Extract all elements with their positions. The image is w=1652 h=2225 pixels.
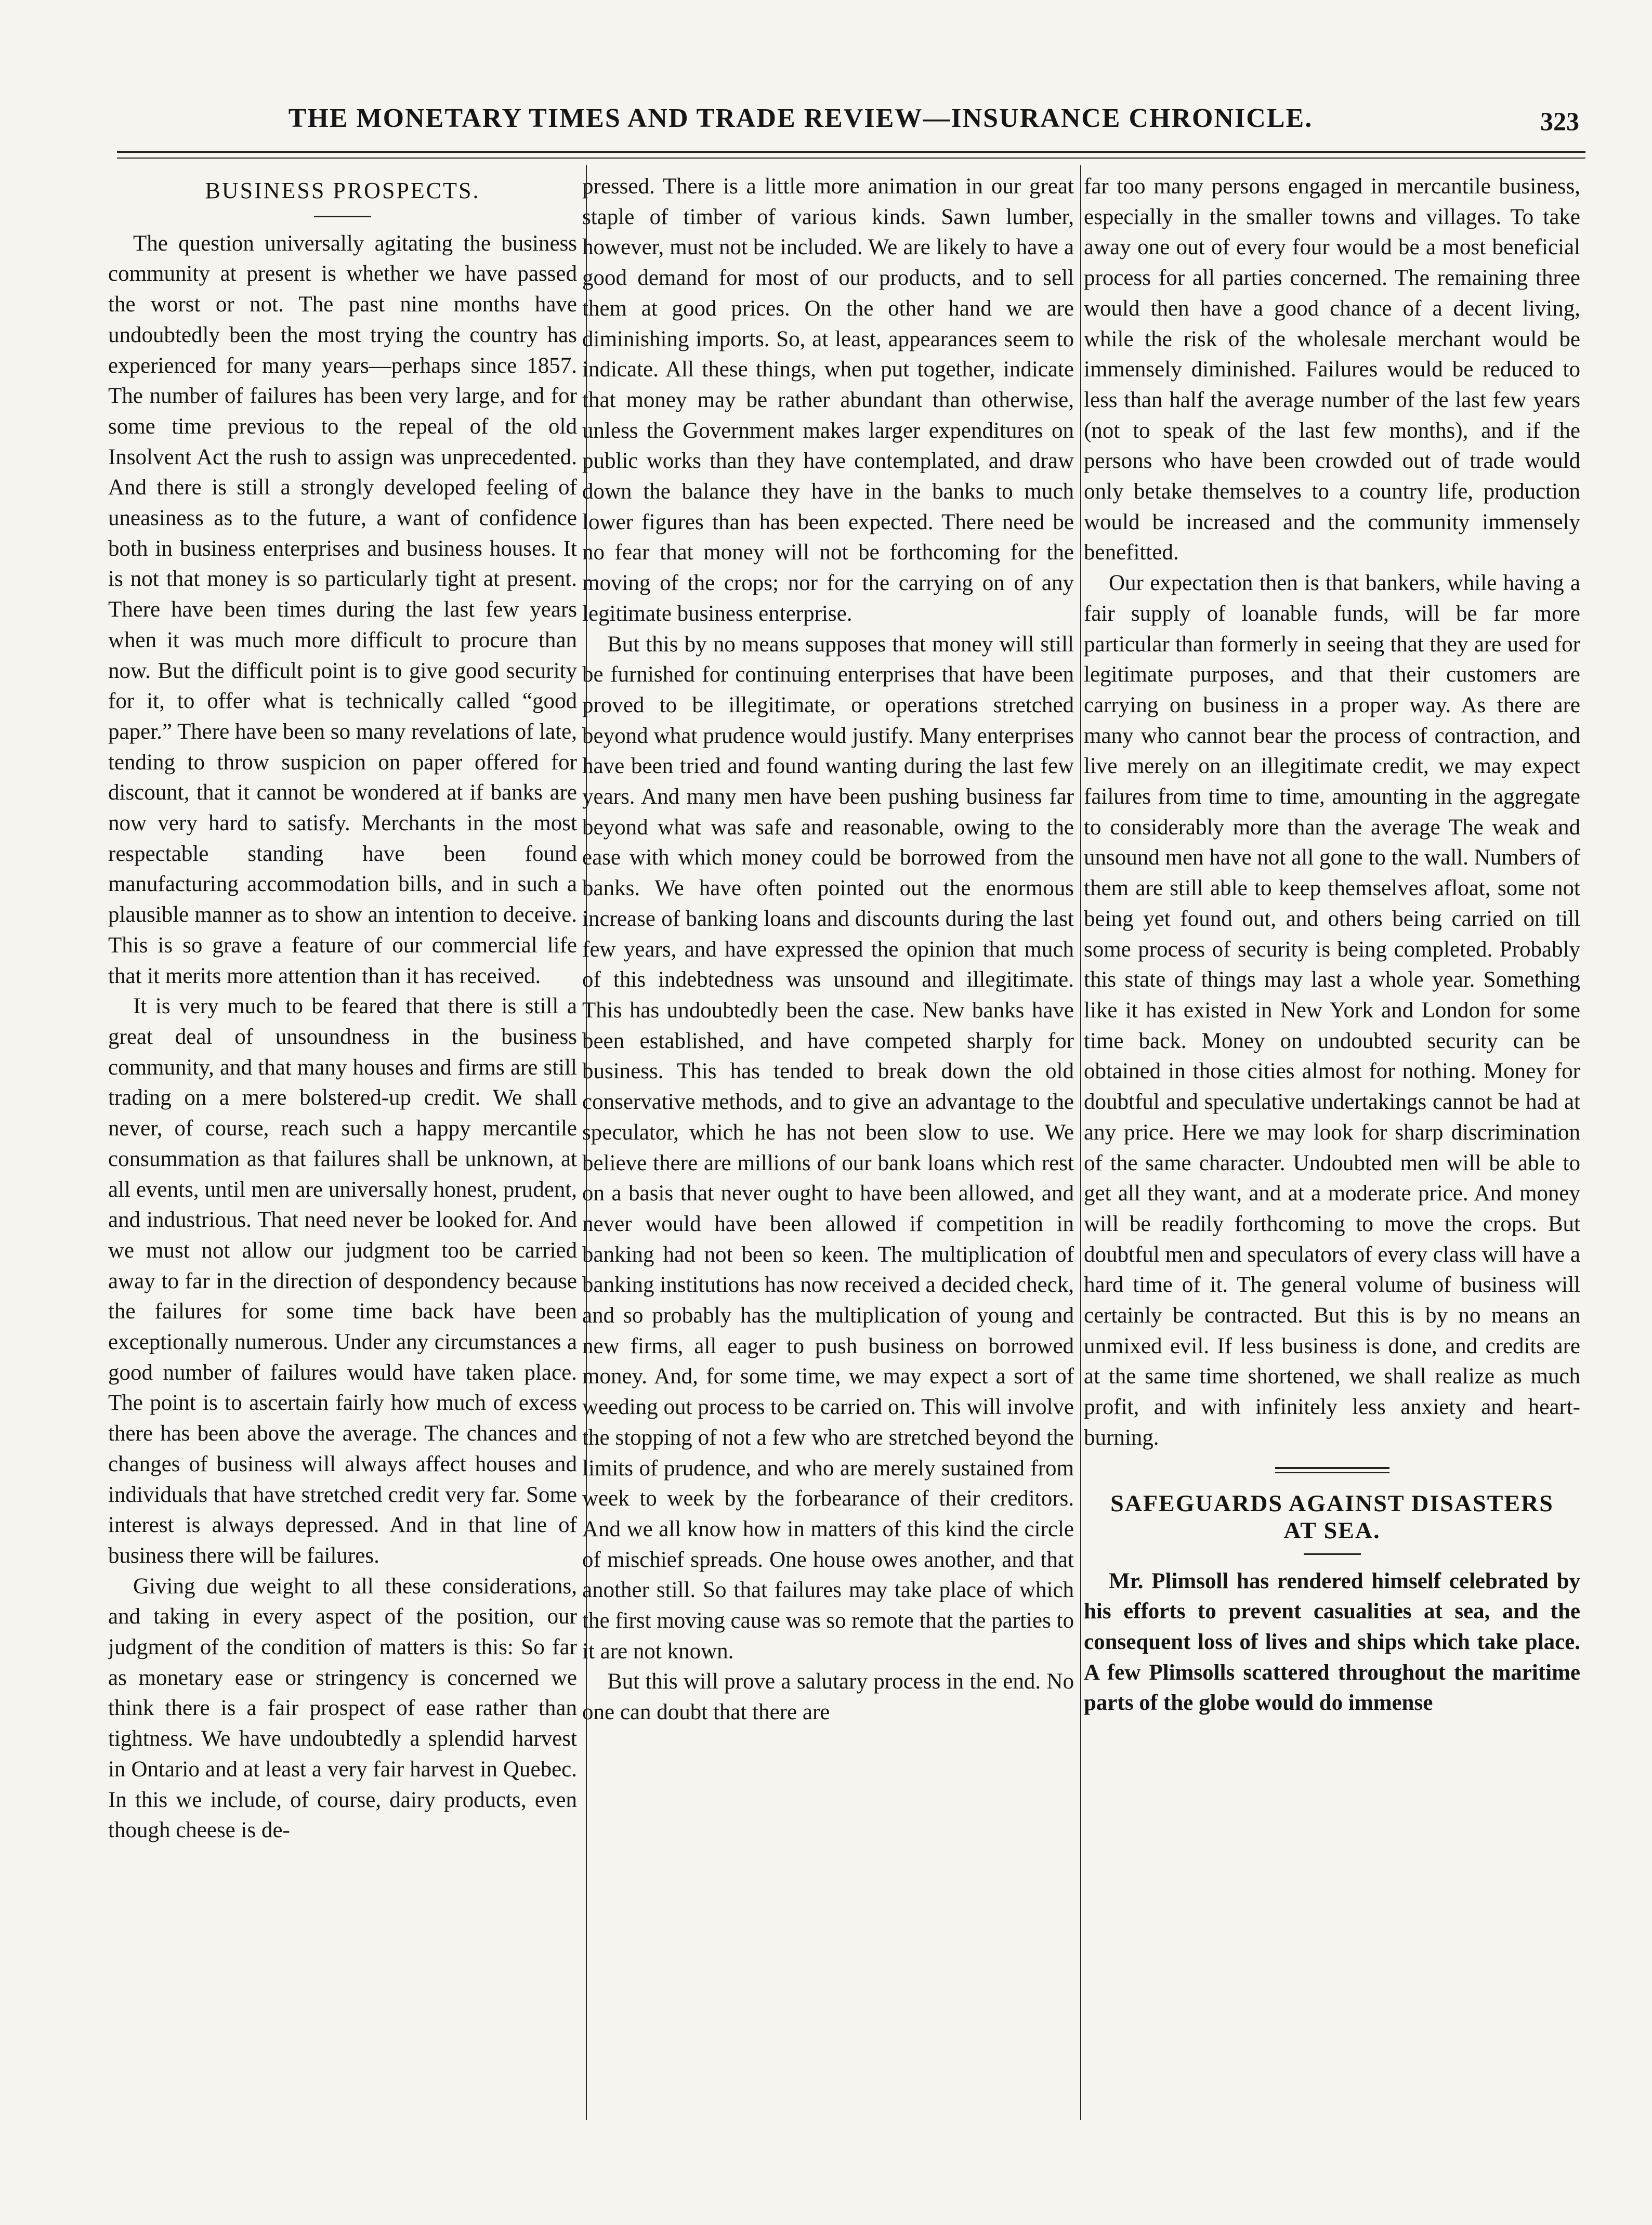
column-divider-2 bbox=[1080, 165, 1081, 2120]
article-title-business-prospects: BUSINESS PROSPECTS. bbox=[205, 178, 480, 203]
title-rule bbox=[1304, 1553, 1361, 1555]
paragraph: far too many persons engaged in mercantile business, especially in the smaller towns and villages. To take away one out of every four would be a most beneficial process for all parties concerned. The remaining three would then have a good chance of a decent living, while the risk of the wholesale merchant would be immensely diminished. Failures would be reduced to less than half the average number of the last few years (not to speak of the last few months), and if the persons who have been crowded out of trade would only betake themselves to a country life, production would be increased and the community immensely benefitted. bbox=[1084, 174, 1580, 565]
title-rule bbox=[314, 216, 371, 217]
article-title-line-1: SAFEGUARDS AGAINST DISASTERS bbox=[1110, 1489, 1554, 1516]
paragraph: Mr. Plimsoll has rendered himself celebrated by his efforts to prevent casualities at sea, and the consequent loss of lives and ships which take place. A few Plimsolls scattered throughout the maritime parts of the globe would do immense bbox=[1084, 1568, 1580, 1716]
section-break bbox=[1084, 1467, 1580, 1473]
article-title-safeguards bbox=[1084, 1490, 1580, 1544]
header-rule-thick bbox=[117, 151, 1585, 153]
article-title-line-2: AT SEA. bbox=[1283, 1516, 1381, 1543]
paragraph: pressed. There is a little more animation in our great staple of timber of various kinds. Sawn lumber, however, must not be included. We are likely to have a good demand for most of our products, and to sell them at good prices. On the other hand we are diminishing imports. So, at least, appearances seem to indicate. All these things, when put together, indicate that money may be rather abundant than otherwise, unless the Government makes larger expenditures on public works than they have contemplated, and draw down the balance they have in the banks to much lower figures than has been expected. There need be no fear that money will not be forthcoming for the moving of the crops; nor for the carrying on of any legitimate business enterprise. bbox=[582, 174, 1074, 626]
column-3 bbox=[1084, 172, 1580, 2126]
paragraph: It is very much to be feared that there is still a great deal of unsoundness in the business community, and that many houses and firms are still trading on a mere bolstered-up credit. We shall never, of course, reach such a happy mercantile consummation as that failures shall be unknown, at all events, until men are universally honest, prudent, and industrious. That need never be looked for. And we must not allow our judgment too be carried away to far in the direction of despondency because the failures for some time back have been exceptionally numerous. Under any circumstances a good number of failures would have taken place. The point is to ascertain fairly how much of excess there has been above the average. The chances and changes of business will always affect houses and individuals that have stretched credit very far. Some interest is always depressed. And in that line of business there will be failures. bbox=[108, 994, 577, 1568]
paragraph: But this will prove a salutary process in the end. No one can doubt that there are bbox=[582, 1669, 1074, 1725]
section-rule-thick bbox=[1275, 1467, 1389, 1469]
running-title: THE MONETARY TIMES AND TRADE REVIEW—INSURANCE CHRONICLE. bbox=[288, 103, 1313, 133]
paragraph: Giving due weight to all these considerations, and taking in every aspect of the position, our judgment of the condition of matters is this: So far as monetary ease or stringency is concerned we think there is a fair prospect of ease rather than tightness. We have undoubtedly a splendid harvest in Ontario and at least a very fair harvest in Quebec. In this we include, of course, dairy products, even though cheese is de- bbox=[108, 1574, 577, 1843]
column-1 bbox=[108, 172, 577, 2126]
paragraph: But this by no means supposes that money will still be furnished for continuing enterprises that have been proved to be illegitimate, or operations stretched beyond what prudence would justify. Many enterprises have been tried and found wanting during the last few years. And many men have been pushing business far beyond what was safe and reasonable, owing to the ease with which money could be borrowed from the banks. We have often pointed out the enormous increase of banking loans and discounts during the last few years, and have expressed the opinion that much of this indebtedness was unsound and illegitimate. This has undoubtedly been the case. New banks have been established, and have competed sharply for business. This has tended to break down the old conservative methods, and to give an advantage to the speculator, which he has not been slow to use. We believe there are millions of our bank loans which rest on a basis that never ought to have been allowed, and never would have been allowed if competition in banking had not been so keen. The multiplication of banking institutions has now received a decided check, and so probably has the multiplication of young and new firms, all eager to push business on borrowed money. And, for some time, we may expect a sort of weeding out process to be carried on. This will involve the stopping of not a few who are stretched beyond the limits of prudence, and who are merely sustained from week to week by the forbearance of their creditors. And we all know how in matters of this kind the circle of mischief spreads. One house owes another, and that another still. So that failures may take place of which the first moving cause was so remote that the parties to it are not known. bbox=[582, 632, 1074, 1664]
section-rule-thin bbox=[1275, 1472, 1389, 1473]
paragraph: The question universally agitating the business community at present is whether we have passed the worst or not. The past nine months have undoubtedly been the most trying the country has experienced for many years—perhaps since 1857. The number of failures has been very large, and for some time previous to the repeal of the old Insolvent Act the rush to assign was unprecedented. And there is still a strongly developed feeling of uneasiness as to the future, a want of confidence both in business enterprises and business houses. It is not that money is so particularly tight at present. There have been times during the last few years when it was much more difficult to procure than now. But the difficult point is to give good security for it, to offer what is technically called “good paper.” There have been so many revelations of late, tending to throw suspicion on paper offered for discount, that it cannot be wondered at if banks are now very hard to satisfy. Merchants in the most respectable standing have been found manufacturing accommodation bills, and in such a plausible manner as to show an intention to deceive. This is so grave a feature of our commercial life that it merits more attention than it has received. bbox=[108, 231, 577, 988]
paragraph: Our expectation then is that bankers, while having a fair supply of loanable funds, will be far more particular than formerly in seeing that they are used for legitimate purposes, and that their customers are carrying on business in a proper way. As there are many who cannot bear the process of contraction, and live merely on an illegitimate credit, we may expect failures from time to time, amounting in the aggregate to considerably more than the average The weak and unsound men have not all gone to the wall. Numbers of them are still able to keep themselves afloat, some not being yet found out, and others being carried on till some process of security is being completed. Probably this state of things may last a whole year. Something like it has existed in New York and London for some time back. Money on undoubted security can be obtained in those cities almost for nothing. Money for doubtful and speculative undertakings cannot be had at any price. Here we may look for sharp discrimination of the same character. Undoubted men will be able to get all they want, and at a moderate price. And money will be readily forthcoming to move the crops. But doubtful men and speculators of every class will have a hard time of it. The general volume of business will certainly be contracted. But this is by no means an unmixed evil. If less business is done, and credits are at the same time shortened, we shall realize as much profit, and with infinitely less anxiety and heart-burning. bbox=[1084, 571, 1580, 1450]
page-header bbox=[130, 93, 1600, 150]
column-2 bbox=[582, 172, 1074, 2126]
page-number: 323 bbox=[1540, 107, 1579, 136]
header-rule-thin bbox=[117, 158, 1585, 159]
